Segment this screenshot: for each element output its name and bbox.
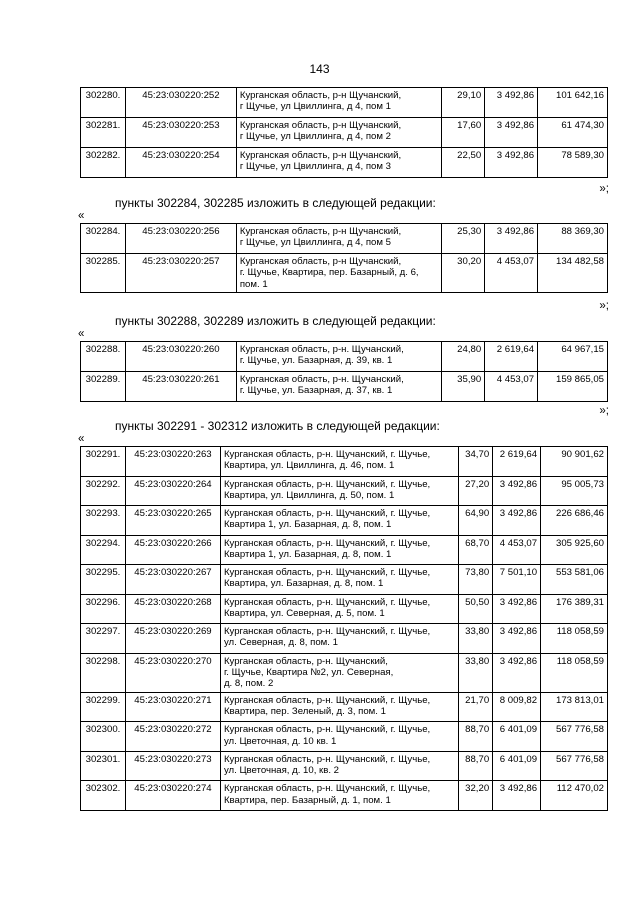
- price-cell: 8 009,82: [493, 692, 541, 722]
- price-cell: 3 492,86: [493, 476, 541, 506]
- item-number-cell: 302302.: [81, 781, 126, 811]
- address-cell: Курганская область, р-н. Щучанский, г. Щучье, ул. Цветочная, д. 10, кв. 2: [220, 751, 458, 781]
- price-cell: 3 492,86: [493, 506, 541, 536]
- item-number-cell: 302285.: [81, 254, 126, 293]
- address-cell: Курганская область, р-н Щучанский, г Щучье, ул Цвиллинга, д 4, пом 3: [236, 148, 441, 178]
- section-3-heading: пункты 302288, 302289 изложить в следующей редакции:: [115, 314, 436, 328]
- area-cell: 29,10: [442, 88, 485, 118]
- cadastral-number-cell: 45:23:030220:253: [125, 118, 236, 148]
- cost-cell: 78 589,30: [538, 148, 608, 178]
- price-cell: 4 453,07: [485, 372, 538, 402]
- item-number-cell: 302296.: [81, 594, 126, 624]
- area-cell: 88,70: [459, 722, 493, 752]
- page-number: 143: [309, 62, 330, 76]
- table-row: [81, 594, 608, 624]
- item-number-cell: 302301.: [81, 751, 126, 781]
- area-cell: 25,30: [442, 224, 485, 254]
- item-number-cell: 302300.: [81, 722, 126, 752]
- table-row: [81, 781, 608, 811]
- price-cell: 6 401,09: [493, 751, 541, 781]
- cost-cell: 61 474,30: [538, 118, 608, 148]
- cost-cell: 567 776,58: [541, 722, 608, 752]
- address-cell: Курганская область, р-н. Щучанский, г. Щучье, ул. Цветочная, д. 10 кв. 1: [220, 722, 458, 752]
- cadastral-number-cell: 45:23:030220:269: [125, 624, 220, 654]
- address-cell: Курганская область, р-н. Щучанский, г. Щучье, Квартира, ул. Базарная, д. 8, пом. 1: [220, 565, 458, 595]
- table-row: [81, 565, 608, 595]
- price-cell: 4 453,07: [485, 254, 538, 293]
- cadastral-number-cell: 45:23:030220:254: [125, 148, 236, 178]
- table-row: [81, 653, 608, 692]
- cadastral-number-cell: 45:23:030220:263: [125, 447, 220, 477]
- cost-cell: 134 482,58: [538, 254, 608, 293]
- cadastral-number-cell: 45:23:030220:261: [125, 372, 236, 402]
- table-row: [81, 722, 608, 752]
- cost-cell: 305 925,60: [541, 535, 608, 565]
- item-number-cell: 302291.: [81, 447, 126, 477]
- area-cell: 17,60: [442, 118, 485, 148]
- table-row: [81, 692, 608, 722]
- table-row: [81, 148, 608, 178]
- table-row: [81, 751, 608, 781]
- cost-cell: 64 967,15: [538, 342, 608, 372]
- cadastral-number-cell: 45:23:030220:272: [125, 722, 220, 752]
- table-row: [81, 118, 608, 148]
- close-quote: »;: [599, 183, 609, 195]
- address-cell: Курганская область, р-н. Щучанский, г. Щучье, Квартира, пер. Зеленый, д. 3, пом. 1: [220, 692, 458, 722]
- cadastral-number-cell: 45:23:030220:256: [125, 224, 236, 254]
- cadastral-number-cell: 45:23:030220:266: [125, 535, 220, 565]
- item-number-cell: 302282.: [81, 148, 126, 178]
- price-cell: 3 492,86: [493, 781, 541, 811]
- item-number-cell: 302298.: [81, 653, 126, 692]
- price-cell: 3 492,86: [485, 88, 538, 118]
- item-number-cell: 302295.: [81, 565, 126, 595]
- price-cell: 3 492,86: [485, 224, 538, 254]
- area-cell: 35,90: [442, 372, 485, 402]
- area-cell: 21,70: [459, 692, 493, 722]
- table-row: [81, 447, 608, 477]
- area-cell: 64,90: [459, 506, 493, 536]
- address-cell: Курганская область, р-н Щучанский, г Щучье, ул Цвиллинга, д 4, пом 1: [236, 88, 441, 118]
- cost-cell: 553 581,06: [541, 565, 608, 595]
- address-cell: Курганская область, р-н Щучанский, г Щучье, ул Цвиллинга, д 4, пом 5: [236, 224, 441, 254]
- cadastral-number-cell: 45:23:030220:257: [125, 254, 236, 293]
- cost-cell: 112 470,02: [541, 781, 608, 811]
- address-cell: Курганская область, р-н Щучанский, г. Щучье, Квартира, пер. Базарный, д. 6, пом. 1: [236, 254, 441, 293]
- table-row: [81, 224, 608, 254]
- item-number-cell: 302288.: [81, 342, 126, 372]
- price-cell: 3 492,86: [493, 624, 541, 654]
- address-cell: Курганская область, р-н. Щучанский, г. Щучье, ул. Северная, д. 8, пом. 1: [220, 624, 458, 654]
- item-number-cell: 302293.: [81, 506, 126, 536]
- table-row: [81, 624, 608, 654]
- cost-cell: 95 005,73: [541, 476, 608, 506]
- item-number-cell: 302299.: [81, 692, 126, 722]
- area-cell: 24,80: [442, 342, 485, 372]
- table-row: [81, 254, 608, 293]
- cost-cell: 90 901,62: [541, 447, 608, 477]
- cadastral-number-cell: 45:23:030220:267: [125, 565, 220, 595]
- area-cell: 33,80: [459, 653, 493, 692]
- cost-cell: 226 686,46: [541, 506, 608, 536]
- cadastral-number-cell: 45:23:030220:252: [125, 88, 236, 118]
- item-number-cell: 302284.: [81, 224, 126, 254]
- table-section-3: [80, 341, 608, 402]
- table-row: [81, 372, 608, 402]
- cadastral-number-cell: 45:23:030220:270: [125, 653, 220, 692]
- area-cell: 30,20: [442, 254, 485, 293]
- item-number-cell: 302289.: [81, 372, 126, 402]
- close-quote: »;: [599, 405, 609, 417]
- area-cell: 68,70: [459, 535, 493, 565]
- address-cell: Курганская область, р-н Щучанский, г Щучье, ул Цвиллинга, д 4, пом 2: [236, 118, 441, 148]
- cost-cell: 567 776,58: [541, 751, 608, 781]
- item-number-cell: 302280.: [81, 88, 126, 118]
- address-cell: Курганская область, р-н. Щучанский, г. Щучье, Квартира, пер. Базарный, д. 1, пом. 1: [220, 781, 458, 811]
- area-cell: 88,70: [459, 751, 493, 781]
- close-quote: »;: [599, 300, 609, 312]
- item-number-cell: 302297.: [81, 624, 126, 654]
- price-cell: 2 619,64: [493, 447, 541, 477]
- table-row: [81, 506, 608, 536]
- table-row: [81, 535, 608, 565]
- cost-cell: 101 642,16: [538, 88, 608, 118]
- table-section-2: [80, 223, 608, 293]
- price-cell: 4 453,07: [493, 535, 541, 565]
- cost-cell: 118 058,59: [541, 624, 608, 654]
- table-row: [81, 476, 608, 506]
- table-row: [81, 88, 608, 118]
- open-quote: «: [78, 433, 85, 445]
- area-cell: 50,50: [459, 594, 493, 624]
- price-cell: 3 492,86: [485, 148, 538, 178]
- address-cell: Курганская область, р-н. Щучанский, г. Щучье, Квартира 1, ул. Базарная, д. 8, пом. 1: [220, 506, 458, 536]
- address-cell: Курганская область, р-н. Щучанский, г. Щучье, Квартира, ул. Цвиллинга, д. 46, пом. 1: [220, 447, 458, 477]
- area-cell: 73,80: [459, 565, 493, 595]
- cost-cell: 176 389,31: [541, 594, 608, 624]
- area-cell: 32,20: [459, 781, 493, 811]
- cadastral-number-cell: 45:23:030220:260: [125, 342, 236, 372]
- price-cell: 3 492,86: [485, 118, 538, 148]
- address-cell: Курганская область, р-н. Щучанский, г. Щучье, Квартира 1, ул. Базарная, д. 8, пом. 1: [220, 535, 458, 565]
- open-quote: «: [78, 328, 85, 340]
- cost-cell: 159 865,05: [538, 372, 608, 402]
- address-cell: Курганская область, р-н. Щучанский, г. Щучье, Квартира, ул. Северная, д. 5, пом. 1: [220, 594, 458, 624]
- area-cell: 33,80: [459, 624, 493, 654]
- cost-cell: 173 813,01: [541, 692, 608, 722]
- section-4-heading: пункты 302291 - 302312 изложить в следующей редакции:: [115, 419, 440, 433]
- cadastral-number-cell: 45:23:030220:271: [125, 692, 220, 722]
- item-number-cell: 302294.: [81, 535, 126, 565]
- area-cell: 22,50: [442, 148, 485, 178]
- item-number-cell: 302281.: [81, 118, 126, 148]
- price-cell: 2 619,64: [485, 342, 538, 372]
- item-number-cell: 302292.: [81, 476, 126, 506]
- price-cell: 6 401,09: [493, 722, 541, 752]
- cadastral-number-cell: 45:23:030220:274: [125, 781, 220, 811]
- address-cell: Курганская область, р-н. Щучанский, г. Щучье, Квартира, ул. Цвиллинга, д. 50, пом. 1: [220, 476, 458, 506]
- address-cell: Курганская область, р-н. Щучанский, г. Щучье, ул. Базарная, д. 39, кв. 1: [236, 342, 441, 372]
- cadastral-number-cell: 45:23:030220:268: [125, 594, 220, 624]
- price-cell: 7 501,10: [493, 565, 541, 595]
- price-cell: 3 492,86: [493, 653, 541, 692]
- table-section-4: [80, 446, 608, 811]
- price-cell: 3 492,86: [493, 594, 541, 624]
- address-cell: Курганская область, р-н. Щучанский, г. Щучье, ул. Базарная, д. 37, кв. 1: [236, 372, 441, 402]
- section-2-heading: пункты 302284, 302285 изложить в следующей редакции:: [115, 196, 436, 210]
- cost-cell: 88 369,30: [538, 224, 608, 254]
- address-cell: Курганская область, р-н. Щучанский, г. Щучье, Квартира №2, ул. Северная, д. 8, пом. 2: [220, 653, 458, 692]
- cadastral-number-cell: 45:23:030220:264: [125, 476, 220, 506]
- area-cell: 34,70: [459, 447, 493, 477]
- table-row: [81, 342, 608, 372]
- open-quote: «: [78, 210, 85, 222]
- cadastral-number-cell: 45:23:030220:265: [125, 506, 220, 536]
- area-cell: 27,20: [459, 476, 493, 506]
- cadastral-number-cell: 45:23:030220:273: [125, 751, 220, 781]
- table-section-1: [80, 87, 608, 178]
- cost-cell: 118 058,59: [541, 653, 608, 692]
